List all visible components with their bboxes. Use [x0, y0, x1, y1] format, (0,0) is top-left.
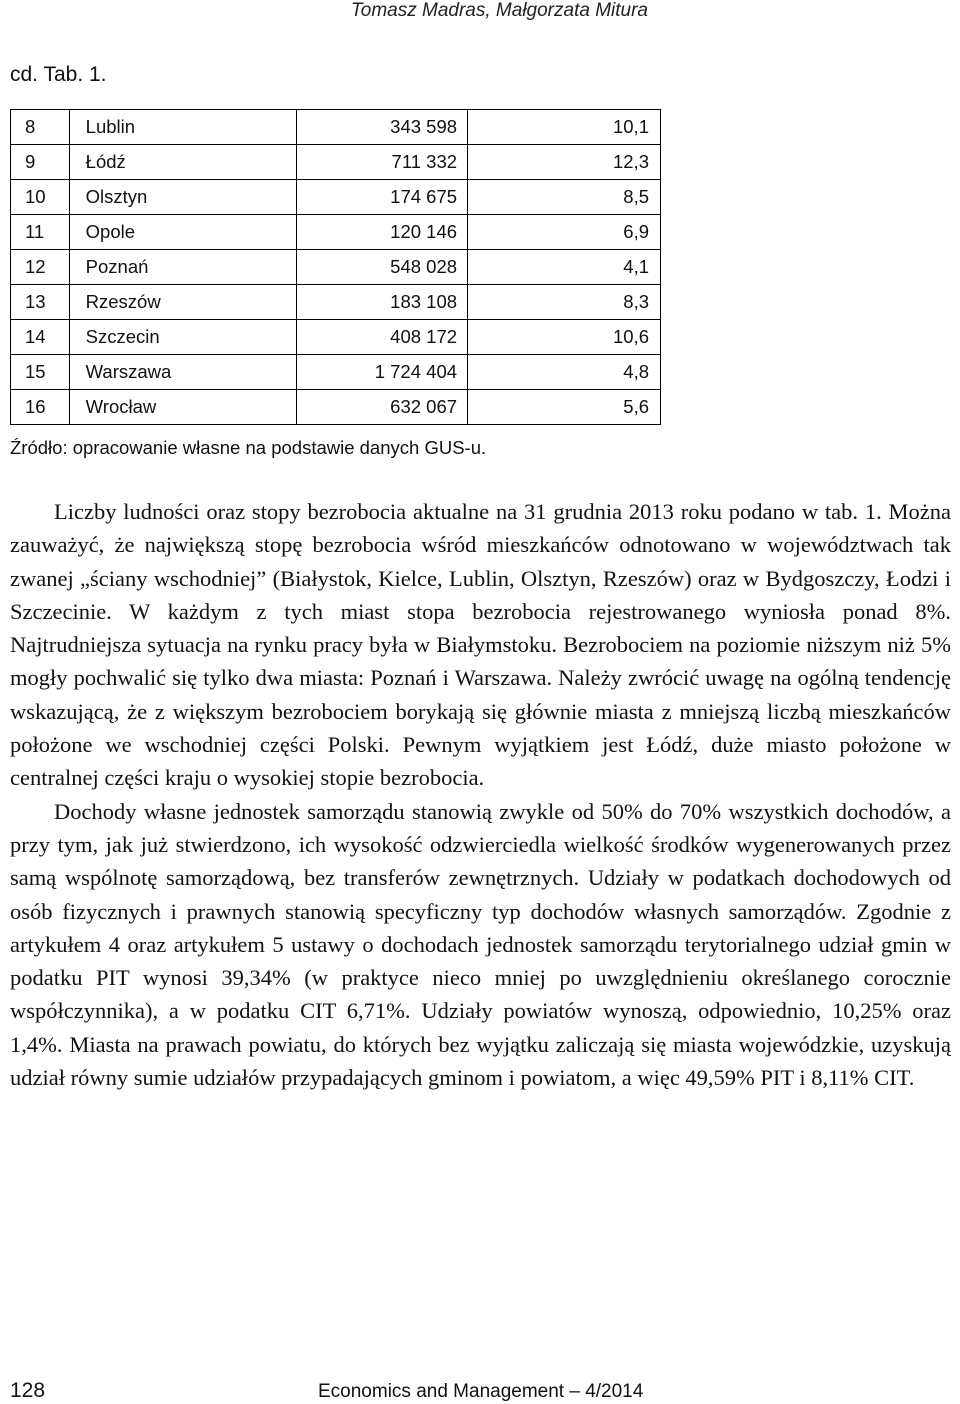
row-number: 13 [11, 285, 70, 320]
city-name: Rzeszów [69, 285, 296, 320]
row-number: 16 [11, 390, 70, 425]
table-caption: cd. Tab. 1. [10, 63, 107, 86]
table-row [11, 355, 661, 390]
running-header-authors: Tomasz Madras, Małgorzata Mitura [350, 0, 648, 21]
journal-footer: Economics and Management – 4/2014 [318, 1381, 644, 1402]
unemployment-rate: 10,1 [468, 110, 661, 145]
unemployment-rate: 12,3 [468, 145, 661, 180]
city-name: Szczecin [69, 320, 296, 355]
population-value: 408 172 [296, 320, 467, 355]
unemployment-table [10, 109, 661, 425]
unemployment-rate: 8,3 [468, 285, 661, 320]
body-paragraph: Dochody własne jednostek samorządu stanowią zwykle od 50% do 70% wszystkich dochodów, a przy tym, jak już stwierdzono, ich wysokość odzwierciedla wielkość środków wygenerowanych przez samą wspólnotę samorządową, bez transferów zewnętrznych. Udziały w podatkach dochodowych od osób fizycznych i prawnych stanowią specyficzny typ dochodów własnych samorządów. Zgodnie z artykułem 4 oraz artykułem 5 ustawy o dochodach jednostek samorządu terytorialnego udział gmin w podatku PIT wynosi 39,34% (w praktyce nieco mniej po uwzględnieniu określanego corocznie współczynnika), a w podatku CIT 6,71%. Udziały powiatów wynoszą, odpowiednio, 10,25% oraz 1,4%. Miasta na prawach powiatu, do których bez wyjątku zaliczają się miasta wojewódzkie, uzyskują udział równy sumie udziałów przypadających gminom i powiatom, a więc 49,59% PIT i 8,11% CIT. [10, 798, 951, 1091]
page-number: 128 [10, 1379, 46, 1402]
city-name: Łódź [69, 145, 296, 180]
table-row [11, 320, 661, 355]
city-name: Opole [69, 215, 296, 250]
body-text [10, 495, 951, 1094]
population-value: 711 332 [296, 145, 467, 180]
population-value: 632 067 [296, 390, 467, 425]
row-number: 15 [11, 355, 70, 390]
table-row [11, 215, 661, 250]
unemployment-rate: 8,5 [468, 180, 661, 215]
table-source-note: Źródło: opracowanie własne na podstawie danych GUS-u. [10, 437, 487, 458]
table-row [11, 110, 661, 145]
population-value: 343 598 [296, 110, 467, 145]
unemployment-rate: 10,6 [468, 320, 661, 355]
row-number: 9 [11, 145, 70, 180]
city-name: Olsztyn [69, 180, 296, 215]
city-name: Lublin [69, 110, 296, 145]
city-name: Warszawa [69, 355, 296, 390]
city-name: Poznań [69, 250, 296, 285]
unemployment-rate: 5,6 [468, 390, 661, 425]
row-number: 10 [11, 180, 70, 215]
population-value: 1 724 404 [296, 355, 467, 390]
table-row [11, 145, 661, 180]
table-row [11, 250, 661, 285]
row-number: 8 [11, 110, 70, 145]
population-value: 183 108 [296, 285, 467, 320]
row-number: 11 [11, 215, 70, 250]
table-row [11, 180, 661, 215]
population-value: 548 028 [296, 250, 467, 285]
population-value: 174 675 [296, 180, 467, 215]
city-name: Wrocław [69, 390, 296, 425]
unemployment-rate: 6,9 [468, 215, 661, 250]
row-number: 14 [11, 320, 70, 355]
table-row [11, 390, 661, 425]
table-body [11, 110, 661, 425]
body-paragraph: Liczby ludności oraz stopy bezrobocia aktualne na 31 grudnia 2013 roku podano w tab. 1. Można zauważyć, że największą stopę bezrobocia wśród mieszkańców odnotowano w województwach tak zwanej „ściany wschodniej” (Białystok, Kielce, Lublin, Olsztyn, Rzeszów) oraz w Bydgoszczy, Łodzi i Szczecinie. W każdym z tych miast stopa bezrobocia rejestrowanego wyniosła ponad 8%. Najtrudniejsza sytuacja na rynku pracy była w Białymstoku. Bezrobociem na poziomie niższym niż 5% mogły pochwalić się tylko dwa miasta: Poznań i Warszawa. Należy zwrócić uwagę na ogólną tendencję wskazującą, że z większym bezrobociem borykają się głównie miasta z mniejszą liczbą mieszkańców położone we wschodniej części Polski. Pewnym wyjątkiem jest Łódź, duże miasto położone w centralnej części kraju o wysokiej stopie bezrobocia. [10, 499, 951, 791]
row-number: 12 [11, 250, 70, 285]
unemployment-rate: 4,1 [468, 250, 661, 285]
population-value: 120 146 [296, 215, 467, 250]
table-row [11, 285, 661, 320]
unemployment-rate: 4,8 [468, 355, 661, 390]
